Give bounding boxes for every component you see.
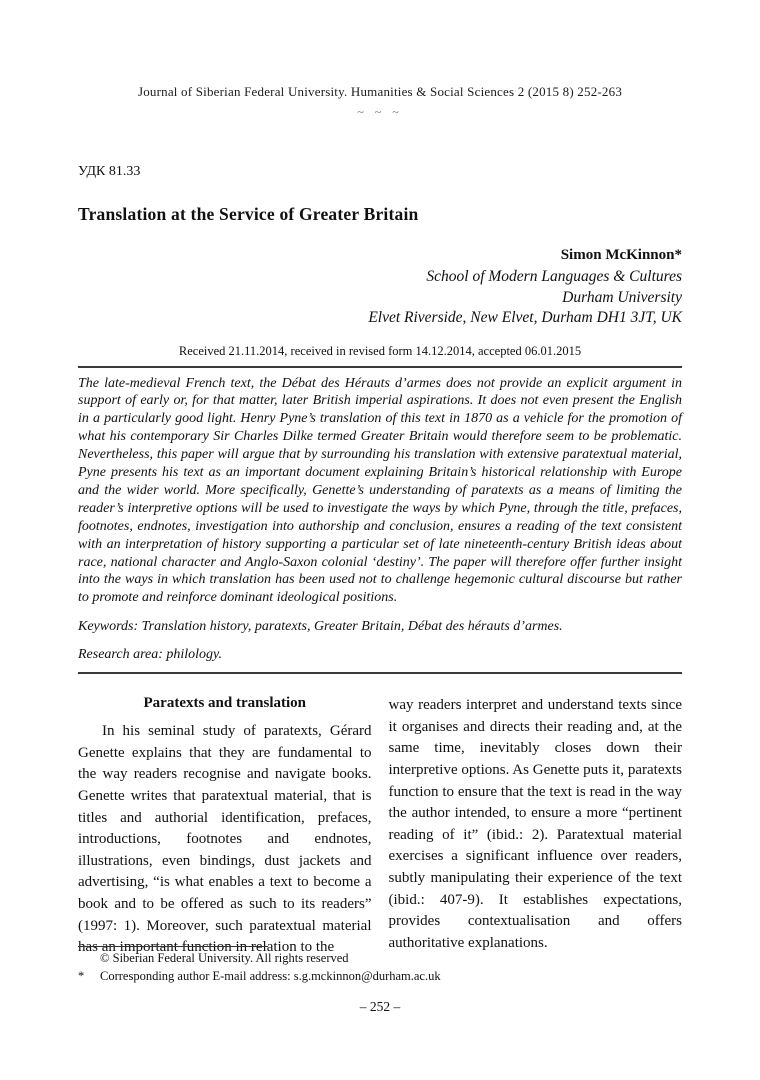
corresponding-author-text: Corresponding author E-mail address: s.g.mckinnon@durham.ac.uk <box>100 969 441 983</box>
author-name: Simon McKinnon* <box>560 247 682 263</box>
left-column <box>78 695 372 959</box>
header-separator: ~ ~ ~ <box>357 105 403 119</box>
corresponding-author-line <box>78 969 682 984</box>
udc-code: УДК 81.33 <box>78 164 141 179</box>
right-column <box>389 695 683 959</box>
copyright-line: © Siberian Federal University. All rights reserved <box>100 951 349 965</box>
keywords-line: Keywords: Translation history, paratexts, Greater Britain, Débat des hérauts d’armes. <box>78 619 563 635</box>
footnote-asterisk: * <box>78 969 85 983</box>
research-area-line: Research area: philology. <box>78 647 222 663</box>
article-title: Translation at the Service of Greater Britain <box>78 204 419 224</box>
page-number: – 252 – <box>359 999 401 1014</box>
abstract-bottom-rule <box>78 672 682 674</box>
received-dates: Received 21.11.2014, received in revised form 14.12.2014, accepted 06.01.2015 <box>178 343 582 358</box>
section-heading: Paratexts and translation <box>143 695 306 712</box>
author-affiliation-address: Elvet Riverside, New Elvet, Durham DH1 3JT, UK <box>368 309 682 326</box>
abstract-text: The late-medieval French text, the Débat des Hérauts d’armes does not provide an explicit argument in support of early or, for that matter, later British imperial aspirations. It does not even present the English in a particularly good light. Henry Pyne’s translation of this text in 1870 as a vehicle for the promotion of what his contemporary Sir Charles Dilke termed Greater Britain would therefore seem to be problematic. Nevertheless, this paper will argue that by surrounding his translation with extensive paratextual material, Pyne presents his text as an important document explaining Britain’s historical relationship with Europe and the wider world. More specifically, Genette’s understanding of paratexts as a means of limiting the reader’s interpretive options will be used to investigate the ways by which Pyne, through the title, prefaces, footnotes, endnotes, investigation into authorship and conclusion, ensures a reading of the text consistent with an interpretation of history supporting a particular set of late nineteenth-century British ideas about race, national character and Anglo-Saxon colonial ‘destiny’. The paper will therefore offer further insight into the ways in which translation has been used not to challenge hegemonic cultural discourse but rather to promote and reinforce dominant ideological positions. <box>78 375 682 606</box>
journal-header: Journal of Siberian Federal University. Humanities & Social Sciences 2 (2015 8) 252-263 <box>137 84 623 99</box>
author-block <box>78 247 682 329</box>
abstract-top-rule <box>78 366 682 368</box>
page-footer <box>78 946 682 1015</box>
right-column-text: way readers interpret and understand texts since it organises and directs their reading and, at the same time, inevitably closes down their interpretive options. As Genette puts it, paratexts function to ensure that the text is read in the way the author intended, to ensure a more “pertinent reading of it” (ibid.: 2). Paratextual material exercises a significant influence over readers, subtly manipulating their experience of the text (ibid.: 407-9). It establishes expectations, provides contextualisation and offers authoritative explanations. <box>388 697 682 951</box>
author-affiliation-school: School of Modern Languages & Cultures <box>426 268 682 285</box>
author-affiliation-university: Durham University <box>562 288 682 306</box>
left-column-text: In his seminal study of paratexts, Gérard Genette explains that they are fundamental to the way readers recognise and navigate books. Genette writes that paratextual material, that is titles and authorial identification, prefaces, introductions, footnotes and endnotes, illustrations, even bindings, dust jackets and advertising, “is what enables a text to become a book and to be offered as such to its readers” (1997: 1). Moreover, such paratextual material has an important function in relation to the <box>78 723 372 956</box>
body-columns <box>78 695 682 959</box>
footnote-rule <box>78 946 268 947</box>
